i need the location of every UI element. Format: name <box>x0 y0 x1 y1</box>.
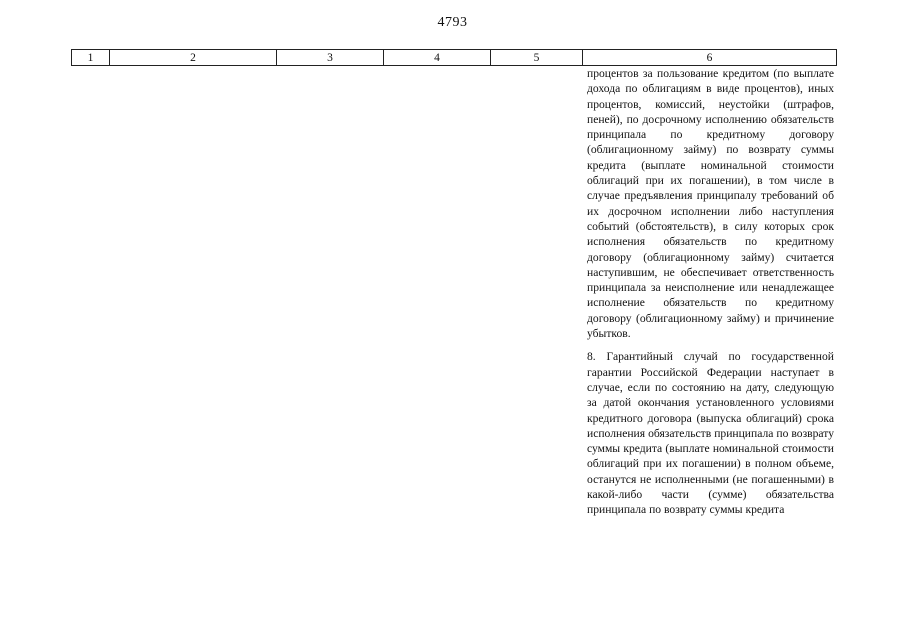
column-6-text <box>587 66 834 518</box>
column-header-5: 5 <box>491 50 583 66</box>
header-row <box>72 50 837 66</box>
column-header-4: 4 <box>384 50 491 66</box>
page-number: 4793 <box>437 15 468 30</box>
column-header-2: 2 <box>110 50 277 66</box>
column-header-1: 1 <box>72 50 110 66</box>
paragraph-guarantee-case: 8. Гарантийный случай по государственной гарантии Российской Федерации наступает в случае, если по состоянию на дату, следующую за датой окончания установленного условиями кредитного договора (выпуска облигаций) срока исполнения обязательств принципала по возврату суммы кредита (выплате номинальной стоимости облигаций при их погашении) в полном объеме, останутся не исполненными (не погашенными) в какой-либо части (сумме) обязательства принципала по возврату суммы кредита <box>587 350 834 517</box>
column-header-3: 3 <box>277 50 384 66</box>
column-header-6: 6 <box>583 50 837 66</box>
column-number-header-table <box>71 49 837 66</box>
paragraph-continuation: процентов за пользование кредитом (по выплате дохода по облигациям в виде процентов), иных процентов, комиссий, неустойки (штрафов, пеней), по досрочному исполнению обязательств принципала по кредитному договору (облигационному займу) по возврату суммы кредита (выплате номинальной стоимости облигаций при их погашении), в том числе в случае предъявления принципалу требований об их досрочном исполнении либо наступления событий (обстоятельств), в силу которых срок исполнения обязательств по кредитному договору (облигационному займу) считается наступившим, не обеспечивает ответственность принципала за неисполнение или ненадлежащее исполнение обязательств по кредитному договору (облигационному займу) и причинение убытков. <box>587 67 834 341</box>
